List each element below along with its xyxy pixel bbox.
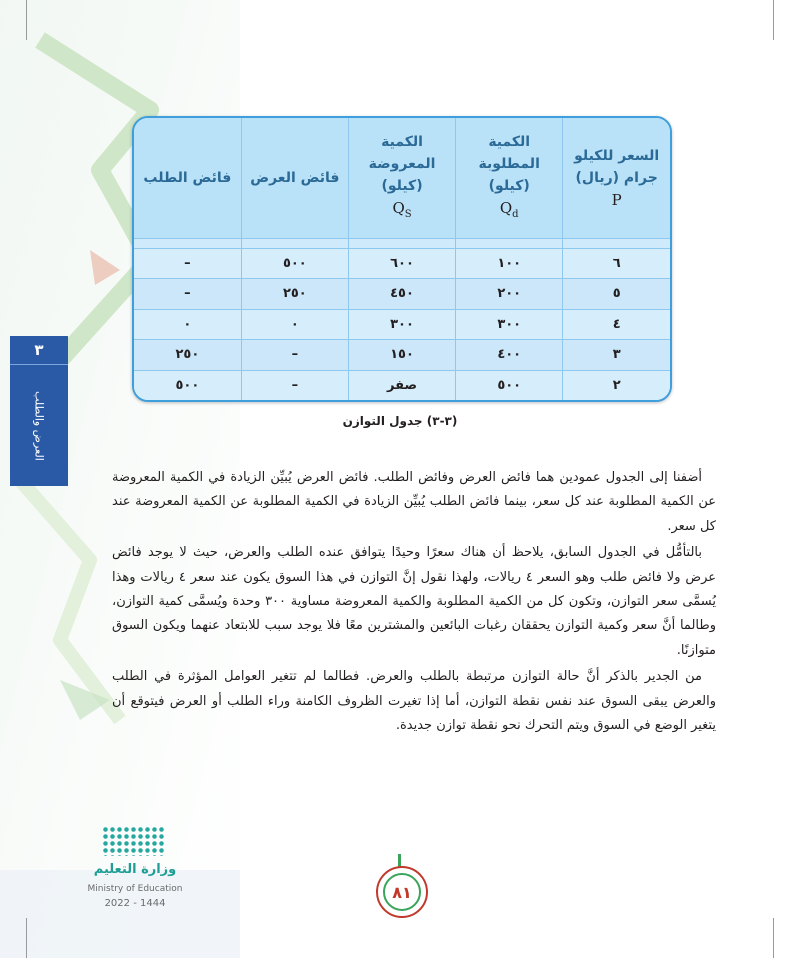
chapter-number: ٣ <box>10 336 68 365</box>
equilibrium-table <box>134 118 670 400</box>
symbol-qs: $Q_S$ <box>392 198 412 220</box>
crop-mark <box>26 0 27 40</box>
table-row: ٤ ٣٠٠ ٣٠٠ ٠ ٠ <box>134 309 670 339</box>
symbol-qd: $Q_d$ <box>499 198 519 220</box>
page-number: ٨١ <box>376 866 428 918</box>
header-quantity-demanded: الكمية المطلوبة (كيلو) $Q_d$ <box>456 118 563 239</box>
table-row: ٣ ٤٠٠ ١٥٠ – ٢٥٠ <box>134 340 670 370</box>
body-text <box>112 466 716 740</box>
table-spacer-row <box>134 239 670 249</box>
crop-mark <box>26 918 27 958</box>
ministry-logo-dots-icon <box>102 826 166 856</box>
ministry-logo <box>80 826 200 946</box>
header-price: السعر للكيلو جرام (ريال) P <box>563 118 670 239</box>
header-quantity-supplied: الكمية المعروضة (كيلو) $Q_S$ <box>348 118 455 239</box>
table-row: ٦ ١٠٠ ٦٠٠ ٥٠٠ – <box>134 248 670 278</box>
header-demand-surplus: فائض الطلب <box>134 118 241 239</box>
paragraph: أضفنا إلى الجدول عمودين هما فائض العرض وفائض الطلب. فائض العرض يُبيِّن الزيادة في الكمية المعروضة عن الكمية المطلوبة عند كل سعر، بينما فائض الطلب يُبيِّن الزيادة في الكمية المطلوبة عن الكمية المعروضة عند كل سعر. <box>112 470 716 534</box>
crop-mark <box>773 0 774 40</box>
paragraph: بالتأمُّل في الجدول السابق، يلاحظ أن هناك سعرًا وحيدًا يتوافق عنده الطلب والعرض، حيث لا يوجد فائض عرض ولا فائض طلب وهو السعر ٤ ريالات، ولهذا نقول إنَّ التوازن في هذا السوق يكون عند سعر ٤ ريالات وهذا يُسمَّى سعر التوازن، وتكون كل من الكمية المطلوبة والكمية المعروضة مساوية ٣٠٠ وحدة ويُسمَّى كمية التوازن، وطالما أنَّ سعر وكمية التوازن يحققان رغبات البائعين والمشترين معًا فلا يوجد سبب للابتعاد عنهما ويكون السوق متوازنًا. <box>112 545 717 658</box>
symbol-p: P <box>611 191 622 209</box>
chapter-side-tab <box>10 336 68 486</box>
table-caption: (٣-٣) جدول التوازن <box>342 414 458 428</box>
table-row: ٥ ٢٠٠ ٤٥٠ ٢٥٠ – <box>134 279 670 309</box>
ministry-name-english: Ministry of Education <box>87 884 183 894</box>
table-row: ٢ ٥٠٠ صفر – ٥٠٠ <box>134 370 670 400</box>
chapter-title: العرض والطلب <box>32 391 46 461</box>
paragraph: من الجدير بالذكر أنَّ حالة التوازن مرتبطة بالطلب والعرض. فطالما لم تتغير العوامل المؤثرة في الطلب والعرض يبقى السوق عند نفس نقطة التوازن، أما إذا تغيرت الظروف الكامنة وراء الطلب أو العرض فيتوقع أن يتغير الوضع في السوق ويتم التحرك نحو نقطة توازن جديدة. <box>112 669 716 734</box>
header-supply-surplus: فائض العرض <box>241 118 348 239</box>
ministry-year: 2022 - 1444 <box>104 898 166 909</box>
crop-mark <box>773 918 774 958</box>
table-header-row <box>134 118 670 239</box>
ministry-name-arabic: وزارة التعليم <box>93 862 177 877</box>
equilibrium-table-card <box>132 116 672 402</box>
